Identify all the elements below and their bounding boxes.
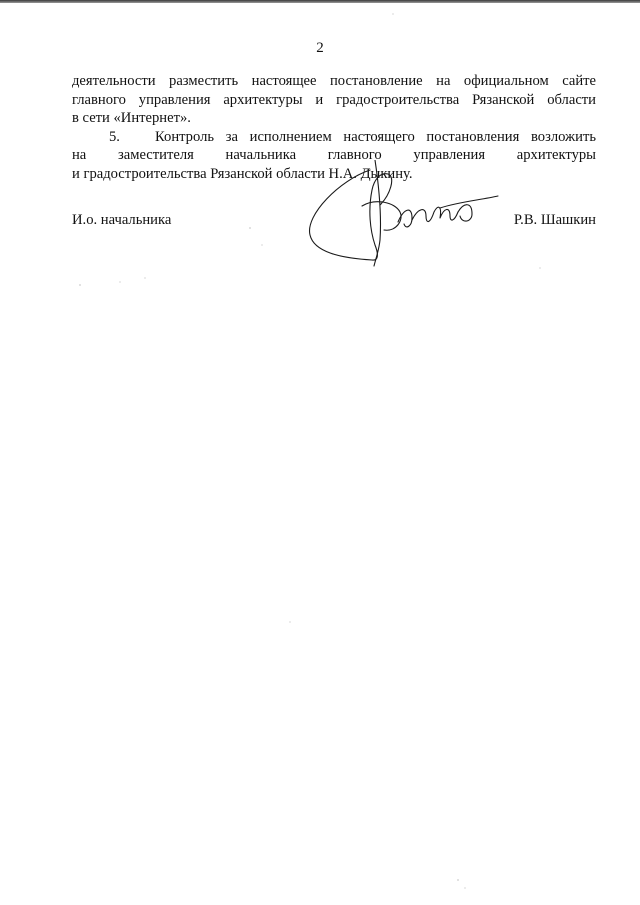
signatory-position: И.о. начальника [72, 212, 172, 228]
text-line: на заместителя начальника главного управления архитектуры [72, 147, 596, 164]
text-line [72, 128, 596, 147]
paragraph-number: 5. [109, 128, 120, 145]
page-number: 2 [316, 40, 324, 56]
paragraph-continuation [72, 72, 596, 128]
scan-top-edge [0, 0, 640, 3]
signatory-name: Р.В. Шашкин [513, 212, 596, 228]
text-line: главного управления архитектуры и градостроительства Рязанской области [72, 91, 596, 108]
text-line: и градостроительства Рязанской области Н.А. Дыкину. [72, 165, 413, 182]
text-line: в сети «Интернет». [72, 110, 191, 127]
text-line: деятельности разместить настоящее постановление на официальном сайте [72, 73, 596, 89]
handwritten-signature [300, 160, 500, 270]
text-line-content: Контроль за исполнением настоящего постановления возложить [155, 128, 596, 145]
